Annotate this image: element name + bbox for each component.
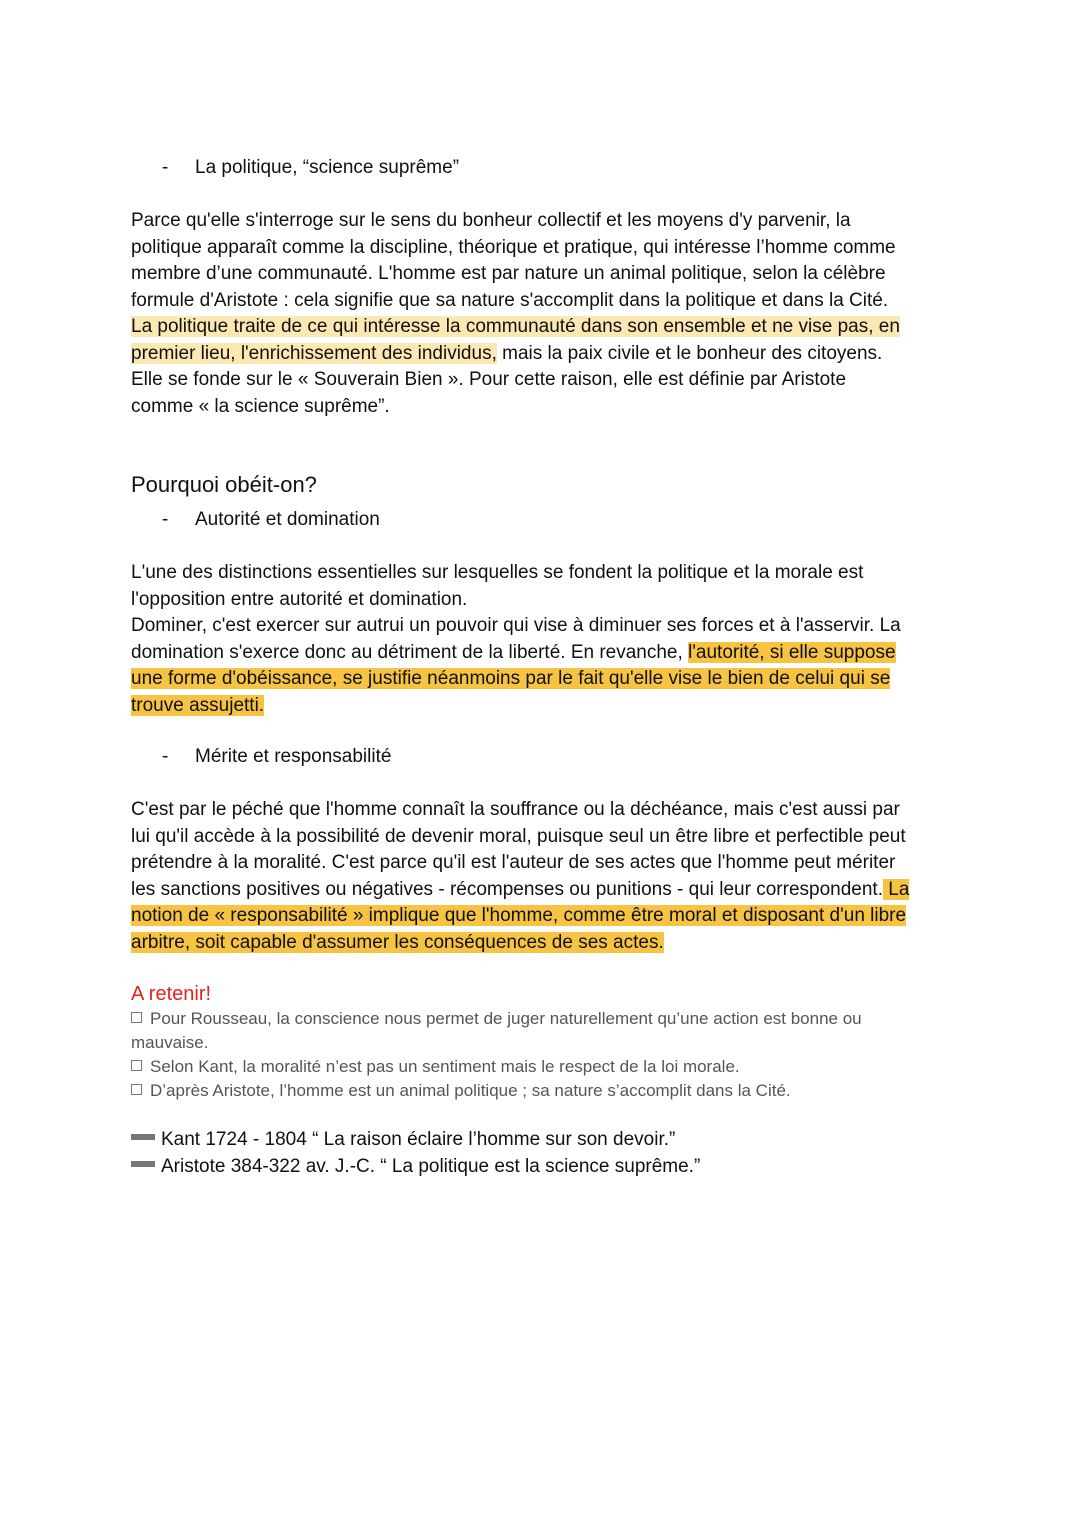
text-line xyxy=(131,903,961,930)
text-line: Parce qu'elle s'interroge sur le sens du bonheur collectif et les moyens d'y parvenir, la xyxy=(131,210,851,231)
checkbox-icon xyxy=(131,1084,142,1095)
text-line xyxy=(131,640,961,667)
text-fragment: les sanctions positives ou négatives - récompenses ou punitions - qui leur correspondent. xyxy=(131,878,883,900)
retenir-item-text: D’après Aristote, l’homme est un animal politique ; sa nature s’accomplit dans la Cité. xyxy=(150,1081,791,1100)
quotes-list xyxy=(131,1126,700,1180)
bullet-autorite xyxy=(162,507,380,533)
text-line: L'une des distinctions essentielles sur lesquelles se fondent la politique et la morale est xyxy=(131,562,864,583)
checkbox-icon xyxy=(131,1012,142,1023)
highlight-strong: notion de « responsabilité » implique que l'homme, comme être moral et disposant d'un libre xyxy=(131,905,907,926)
quote-text: Kant 1724 - 1804 “ La raison éclaire l’homme sur son devoir.” xyxy=(161,1129,676,1150)
quote-text: Aristote 384-322 av. J.-C. “ La politique est la science suprême.” xyxy=(161,1156,701,1177)
text-line xyxy=(131,666,961,693)
paragraph-merite xyxy=(131,797,961,956)
highlight-strong: arbitre, soit capable d'assumer les conséquences de ses actes. xyxy=(131,931,664,953)
quote-kant xyxy=(131,1126,700,1153)
text-line: politique apparaît comme la discipline, théorique et pratique, qui intéresse l’homme comme xyxy=(131,236,896,258)
text-line: formule d'Aristote : cela signifie que sa nature s'accomplit dans la politique et dans la Cité. xyxy=(131,289,889,311)
bullet-dash: - xyxy=(162,157,169,178)
quote-aristote xyxy=(131,1153,700,1180)
text-fragment: domination s'exerce donc au détriment de la liberté. En revanche, xyxy=(131,641,689,663)
text-line xyxy=(131,877,961,904)
highlight-strong: trouve assujetti. xyxy=(131,694,265,716)
text-line: lui qu'il accède à la possibilité de devenir moral, puisque seul un être libre et perfectible peut xyxy=(131,825,906,847)
text-line: membre d’une communauté. L'homme est par nature un animal politique, selon la célèbre xyxy=(131,263,886,284)
minus-bar-icon xyxy=(131,1161,155,1167)
text-line: Dominer, c'est exercer sur autrui un pouvoir qui vise à diminuer ses forces et à l'asservir. La xyxy=(131,615,901,636)
retenir-item xyxy=(131,1079,951,1103)
text-line: l'opposition entre autorité et domination. xyxy=(131,588,468,610)
bullet-label: La politique, “science suprême” xyxy=(195,157,460,178)
highlight-light: La politique traite de ce qui intéresse la communauté dans son ensemble et ne vise pas, en xyxy=(131,316,900,337)
text-line xyxy=(131,930,961,957)
retenir-item xyxy=(131,1055,951,1079)
bullet-label: Mérite et responsabilité xyxy=(195,746,392,767)
bullet-dash: - xyxy=(162,509,169,530)
text-line: comme « la science suprême”. xyxy=(131,395,390,417)
text-line: C'est par le péché que l'homme connaît la souffrance ou la déchéance, mais c'est aussi par xyxy=(131,799,900,820)
highlight-strong: l'autorité, si elle suppose xyxy=(688,641,896,663)
retenir-title: A retenir! xyxy=(131,983,212,1005)
text-line xyxy=(131,693,961,720)
text-line: Elle se fonde sur le « Souverain Bien ». Pour cette raison, elle est définie par Aristote xyxy=(131,369,847,390)
highlight-strong: une forme d'obéissance, se justifie néanmoins par le fait qu'elle vise le bien de celui qui se xyxy=(131,668,891,689)
text-line xyxy=(131,341,961,368)
bullet-merite xyxy=(162,744,391,770)
section-heading: Pourquoi obéit-on? xyxy=(131,472,317,497)
highlight-strong: La xyxy=(882,878,910,900)
checkbox-icon xyxy=(131,1060,142,1071)
highlight-light: premier lieu, l'enrichissement des individus, xyxy=(131,342,497,364)
bullet-label: Autorité et domination xyxy=(195,509,380,530)
retenir-item-text: Selon Kant, la moralité n’est pas un sentiment mais le respect de la loi morale. xyxy=(150,1057,740,1076)
text-line xyxy=(131,314,961,341)
minus-bar-icon xyxy=(131,1134,155,1140)
retenir-item-text: Pour Rousseau, la conscience nous permet de juger naturellement qu’une action est bonne ou xyxy=(150,1009,862,1028)
text-fragment: mais la paix civile et le bonheur des citoyens. xyxy=(496,342,883,364)
retenir-item xyxy=(131,1007,951,1031)
text-line: prétendre à la moralité. C'est parce qu'il est l'auteur de ses actes que l'homme peut mériter xyxy=(131,852,896,873)
bullet-politique xyxy=(162,155,459,181)
bullet-dash: - xyxy=(162,746,169,767)
retenir-list xyxy=(131,1007,951,1103)
paragraph-politique xyxy=(131,208,961,420)
paragraph-autorite xyxy=(131,560,961,719)
retenir-item-continuation: mauvaise. xyxy=(131,1033,209,1052)
